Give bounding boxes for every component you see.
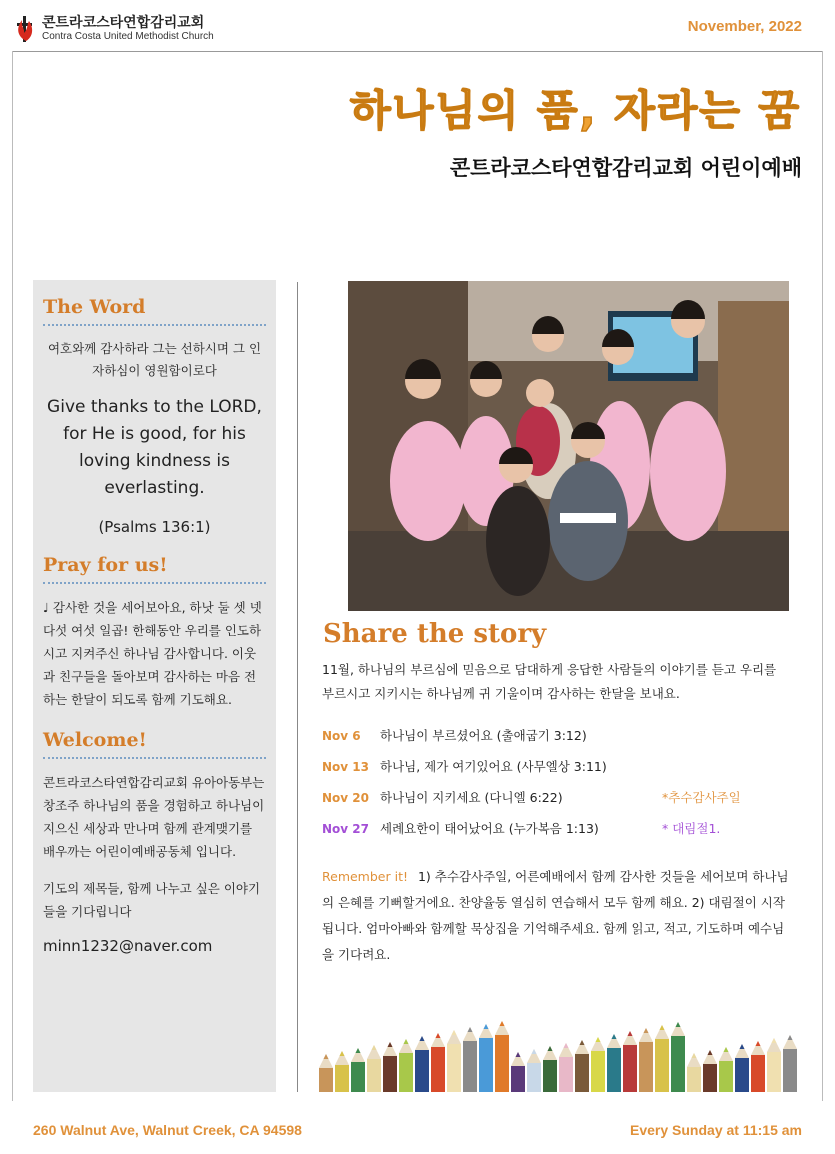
- crayon: [767, 1038, 781, 1092]
- page-title: 하나님의 품, 자라는 꿈: [350, 86, 801, 135]
- schedule-note: *추수감사주일: [662, 790, 741, 805]
- crayon: [575, 1040, 589, 1092]
- welcome-section: [43, 729, 266, 955]
- contact-email[interactable]: minn1232@naver.com: [43, 937, 213, 955]
- pray-section: [43, 554, 266, 711]
- welcome-text: 콘트라코스타연합감리교회 유아아동부는 창조주 하나님의 품을 경험하고 하나님이 지으신 세상과 만나며 함께 관계맺기를 배우까는 어린이예배공동체 입니다.: [43, 775, 265, 859]
- remember-it-block: [322, 864, 794, 968]
- story-heading: Share the story: [323, 619, 547, 649]
- column-divider: [297, 282, 298, 1092]
- verse-english: Give thanks to the LORD, for He is good, for his loving kindness is everlasting.: [47, 397, 262, 498]
- crayon: [687, 1053, 701, 1092]
- remember-text: 1) 추수감사주일, 어른예배에서 함께 감사한 것들을 세어보며 하나님의 은혜를 기뻐할거에요. 찬양율동 열심히 연습해서 모두 함께 해요. 2) 대림절이 시작됩니다. 엄마아빠와 함께할 묵상집을 기억해주세요. 함께 읽고, 적고, 기도하며 예수님을 기다려요.: [322, 869, 789, 962]
- the-word-section: [43, 296, 266, 536]
- left-border: [12, 51, 13, 1101]
- crayon: [703, 1050, 717, 1092]
- the-word-heading: The Word: [43, 296, 266, 326]
- sidebar: [33, 280, 276, 1092]
- crayon: [735, 1044, 749, 1092]
- page-subtitle: 콘트라코스타연합감리교회 어린이예배: [449, 156, 802, 180]
- crayon: [623, 1031, 637, 1092]
- schedule-row: [322, 755, 792, 786]
- crayon: [527, 1049, 541, 1092]
- church-name-ko: 콘트라코스타연합감리교회: [42, 15, 205, 31]
- crayons-illustration: [318, 1000, 802, 1092]
- schedule-text: 세례요한이 태어났어요 (누가복음 1:13): [380, 821, 599, 836]
- church-name-en: Contra Costa United Methodist Church: [42, 31, 214, 42]
- crayon: [447, 1030, 461, 1092]
- crayon: [719, 1047, 733, 1092]
- pray-text: ♩ 감사한 것을 세어보아요, 하낫 둘 셋 넷 다섯 여섯 일곱! 한해동안 우리를 인도하시고 지켜주신 하나님 감사합니다. 이웃과 친구들을 돌아보며 감사하는 마음 전하는 한달이 되도록 함께 기도해요.: [43, 600, 262, 707]
- schedule-text: 하나님, 제가 여기있어요 (사무엘상 3:11): [380, 759, 607, 774]
- schedule-date: Nov 13: [322, 760, 369, 774]
- crayon: [335, 1051, 349, 1092]
- crayon: [783, 1035, 797, 1092]
- crayon: [607, 1034, 621, 1092]
- crayon: [415, 1036, 429, 1092]
- crayon: [351, 1048, 365, 1092]
- issue-date: November, 2022: [687, 18, 802, 35]
- crayon: [319, 1054, 333, 1092]
- crayon: [511, 1052, 525, 1092]
- cross-flame-icon: [14, 14, 36, 44]
- crayon: [655, 1025, 669, 1092]
- schedule-date: Nov 20: [322, 791, 369, 805]
- crayon: [639, 1028, 653, 1092]
- schedule-row: [322, 724, 792, 755]
- footer-address: 260 Walnut Ave, Walnut Creek, CA 94598: [33, 1122, 302, 1138]
- welcome-heading: Welcome!: [43, 729, 266, 759]
- crayon: [383, 1042, 397, 1092]
- pray-heading: Pray for us!: [43, 554, 266, 584]
- schedule-list: [322, 724, 792, 848]
- schedule-date: Nov 6: [322, 729, 361, 743]
- verse-reference: (Psalms 136:1): [98, 518, 211, 536]
- crayon: [399, 1039, 413, 1092]
- verse-korean: 여호와께 감사하라 그는 선하시며 그 인자하심이 영원함이로다: [47, 341, 262, 378]
- crayon: [671, 1022, 685, 1092]
- schedule-text: 하나님이 부르셨어요 (출애굽기 3:12): [380, 728, 587, 743]
- right-border: [822, 51, 823, 1101]
- crayon: [431, 1033, 445, 1092]
- story-intro: 11월, 하나님의 부르심에 믿음으로 담대하게 응답한 사람들의 이야기를 듣고 우리를 부르시고 지키시는 하나님께 귀 기울이며 감사하는 한달을 보내요.: [322, 662, 777, 701]
- prayer-request-text: 기도의 제목들, 함께 나누고 싶은 이야기들을 기다립니다: [43, 881, 261, 919]
- crayon: [463, 1027, 477, 1092]
- schedule-row: [322, 817, 792, 848]
- schedule-note: * 대림절1.: [662, 821, 721, 836]
- crayon: [367, 1045, 381, 1092]
- crayon: [559, 1043, 573, 1092]
- schedule-text: 하나님이 지키세요 (다니엘 6:22): [380, 790, 563, 805]
- schedule-row: [322, 786, 792, 817]
- crayon: [495, 1021, 509, 1092]
- schedule-date: Nov 27: [322, 822, 369, 836]
- remember-label: Remember it!: [322, 869, 408, 884]
- crayon: [591, 1037, 605, 1092]
- crayon: [543, 1046, 557, 1092]
- church-logo: [14, 14, 214, 44]
- crayon: [751, 1041, 765, 1092]
- children-group-photo: [348, 281, 789, 611]
- crayon: [479, 1024, 493, 1092]
- header-divider: [12, 51, 823, 52]
- footer-service-time: Every Sunday at 11:15 am: [630, 1122, 802, 1138]
